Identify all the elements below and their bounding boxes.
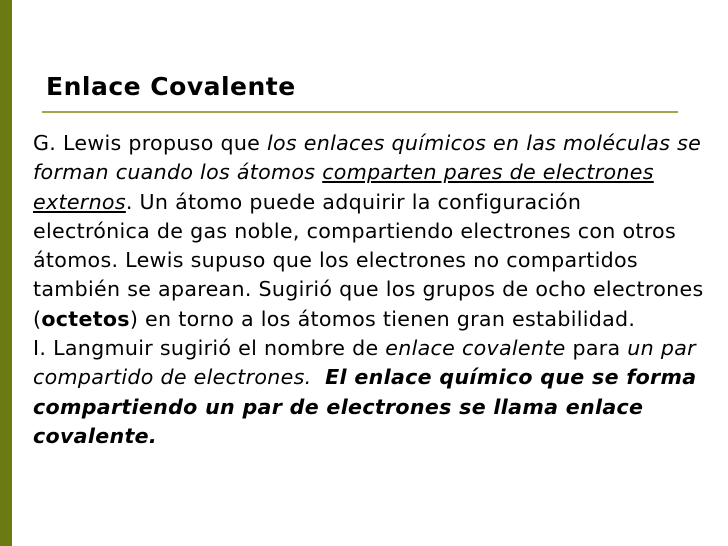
title-underline-rule	[42, 111, 678, 113]
paragraph-lewis	[33, 129, 705, 334]
left-accent-bar	[0, 0, 12, 546]
italic-run: los enlaces químicos en las moléculas se forman cuando los átomos	[33, 131, 702, 185]
text-run: ) en torno a los átomos tienen gran estabilidad.	[129, 306, 636, 331]
slide-body	[33, 129, 705, 451]
text-run: G. Lewis propuso que	[33, 131, 267, 155]
bold-term-octetos: octetos	[41, 306, 130, 331]
paragraph-langmuir	[33, 334, 705, 451]
text-run: I. Langmuir sugirió el nombre de	[33, 336, 386, 361]
italic-run: un par compartido de electrones.	[33, 336, 696, 390]
text-run: para	[565, 336, 628, 361]
slide-title: Enlace Covalente	[46, 72, 296, 101]
text-run: . Un átomo puede adquirir la configuración electrónica de gas noble, compartiendo electrones con otros átomos. Lewis supuso que los electrones no compartidos también se aparean. Sugirió que los grupos de ocho electrones (	[33, 189, 704, 331]
bold-italic-definition: El enlace químico que se forma compartiendo un par de electrones se llama enlace covalente.	[33, 365, 697, 448]
italic-underlined-run: comparten pares de electrones externos	[33, 160, 654, 214]
italic-run: enlace covalente	[385, 336, 566, 361]
